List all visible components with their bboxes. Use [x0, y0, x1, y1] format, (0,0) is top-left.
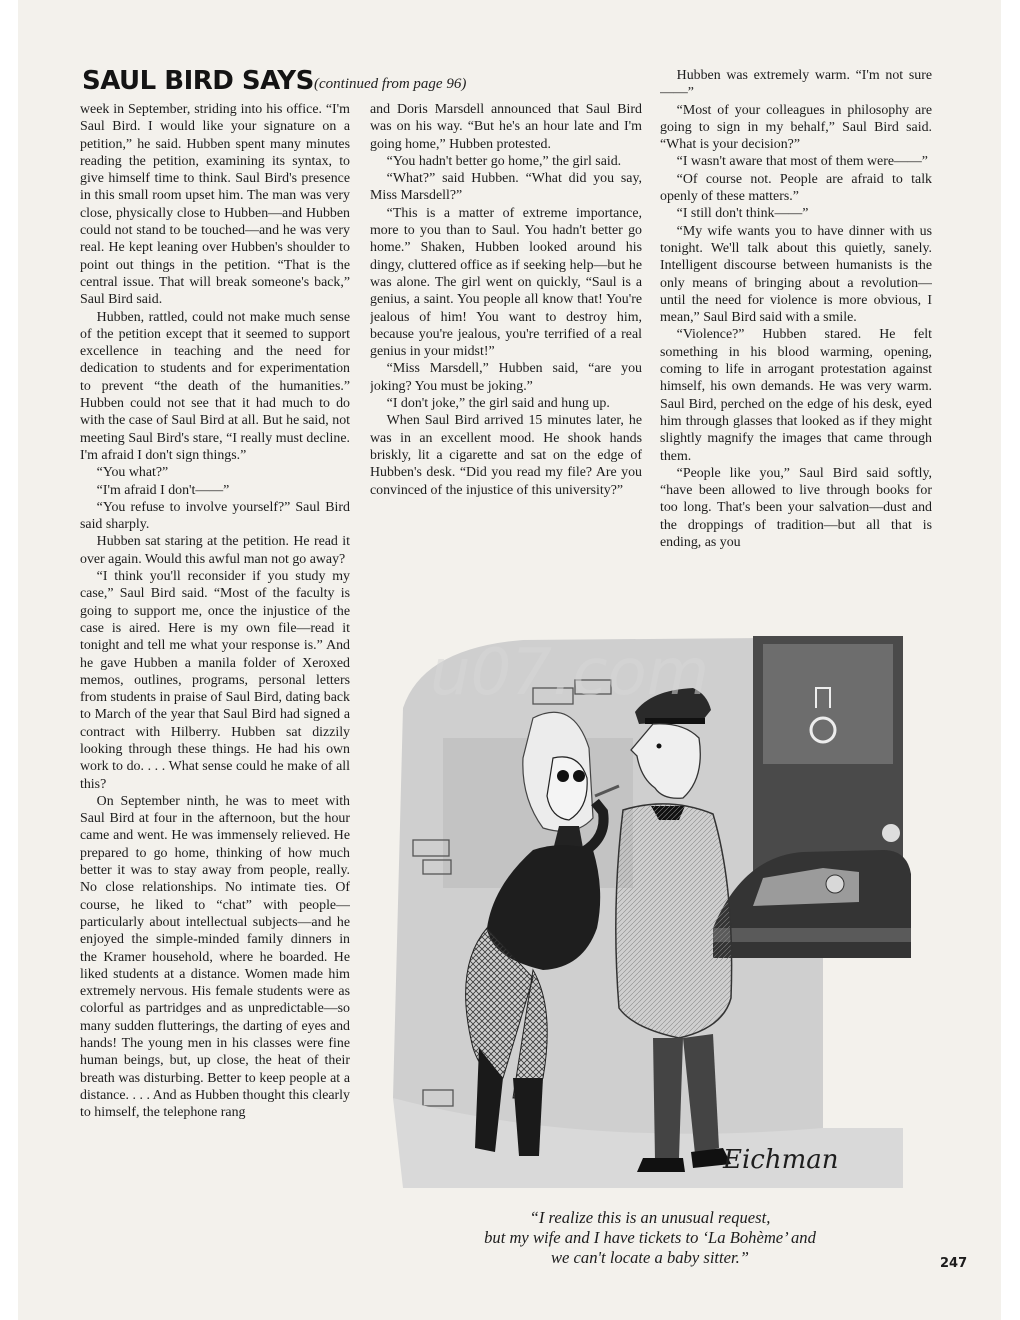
text-column-2	[370, 101, 642, 601]
paragraph: “Of course not. People are afraid to talk openly of these matters.”	[660, 171, 932, 205]
paragraph: “I think you'll reconsider if you study my case,” Saul Bird said. “Most of the faculty is going to support me, once the injustice of the case is aired. Here is my own file—read it tonight and tell me what your response is.” And he gave Hubben a manila folder of Xeroxed memos, outlines, programs, personal letters from students in praise of Saul Bird, dating back to March of the year that Saul Bird had signed a contract with Hilberry. Hubben sat dizzily looking through these things. He had his own work to do. . . . What sense could he make of all this?	[80, 569, 350, 792]
text-column-3	[660, 67, 932, 601]
cartoon-caption	[410, 1208, 890, 1268]
caption-line: but my wife and I have tickets to ‘La Bohème’ and	[484, 1228, 816, 1247]
cartoon-illustration	[383, 628, 913, 1200]
paragraph: Hubben was extremely warm. “I'm not sure——”	[660, 68, 932, 101]
continued-note: (continued from page 96)	[314, 76, 467, 92]
text-column-1	[80, 101, 350, 1271]
paragraph: “I wasn't aware that most of them were——”	[676, 154, 928, 170]
paragraph: “I still don't think——”	[676, 206, 809, 222]
paragraph: On September ninth, he was to meet with Saul Bird at four in the afternoon, but the hour came and went. He was immensely relieved. He prepared to go home, thinking of how much better it was to stay away from people, really. No close relationships. No intimate ties. Of course, he liked to “chat” with people—particularly about intellectual subjects—and he enjoyed the simple-minded family dinners in the Kramer household, where he boarded. He liked students at a distance. Women made him extremely nervous. His female students were as colorful as partridges and as unpredictable—so many sudden flutterings, the darting of eyes and hands! The young men in his classes were fine human beings, but, up close, the heat of their breath was disturbing. Better to keep people at a distance. . . . And as Hubben thought this clearly to himself, the telephone rang	[80, 793, 350, 1121]
paragraph: “People like you,” Saul Bird said softly, “have been allowed to live through books for too long. That's been your salvation—dust and the droppings of tradition—but all that is ending, as you	[660, 465, 932, 551]
paragraph: “You refuse to involve yourself?” Saul Bird said sharply.	[80, 499, 350, 533]
paragraph: “Violence?” Hubben stared. He felt something in his blood warming, opening, coming to life in arrogant protestation against himself, his own demands. He was very warm. Saul Bird, perched on the edge of his desk, eyed him through glasses that looked as if they might slightly magnify the images that came through them.	[660, 327, 932, 464]
article-headline: SAUL BIRD SAYS	[82, 66, 314, 96]
paragraph: and Doris Marsdell announced that Saul Bird was on his way. “But he's an hour late and I'm going home,” Hubben protested.	[370, 102, 642, 152]
caption-line: “I realize this is an unusual request,	[529, 1208, 771, 1227]
paragraph: “I'm afraid I don't——”	[96, 482, 230, 498]
paragraph: “What?” said Hubben. “What did you say, Miss Marsdell?”	[370, 171, 642, 204]
page-number: 247	[940, 1256, 968, 1271]
paragraph: “You what?”	[96, 465, 169, 481]
paragraph: “I don't joke,” the girl said and hung up.	[386, 396, 610, 412]
artist-signature: Eichman	[723, 1145, 839, 1175]
paragraph: “You hadn't better go home,” the girl said.	[386, 153, 622, 169]
caption-line: we can't locate a baby sitter.”	[550, 1248, 750, 1267]
paragraph: When Saul Bird arrived 15 minutes later, he was in an excellent mood. He shook hands briskly, lit a cigarette and sat on the edge of Hubben's desk. “Did you read my file? Are you convinced of the injustice of this university?”	[370, 413, 642, 498]
paragraph: “This is a matter of extreme importance, more to you than to Saul. You hadn't better go home.” Shaken, Hubben looked around his dingy, cluttered office as if seeking help—but he was alone. The girl went on quickly, “Saul is a genius, a saint. You people all know that! You're jealous of him! You want to destroy him, because you're jealous, you're terrified of a real genius in your midst!”	[370, 205, 642, 360]
paragraph: “My wife wants you to have dinner with us tonight. We'll talk about this quietly, sanely. Intelligent discourse between humanists is the only means of bringing about a revolution—until the need for violence is more obvious, I mean,” Saul Bird said with a smile.	[660, 223, 932, 326]
watermark-text: u07.com	[430, 636, 710, 710]
paragraph: “Miss Marsdell,” Hubben said, “are you joking? You must be joking.”	[370, 361, 642, 394]
paragraph: week in September, striding into his office. “I'm Saul Bird. I would like your signature on a petition,” he said. Hubben spent many minutes reading the petition, examining its syntax, to give himself time to think. Saul Bird's presence in this small room upset him. The man was very close, physically close to Hubben—and Hubben could not stand to be touched—and he was very real. He kept leaning over Hubben's shoulder to point out things in the petition. “That is the central issue. That will break someone's back,” Saul Bird said.	[80, 102, 350, 308]
paragraph: Hubben sat staring at the petition. He read it over again. Would this awful man not go away?	[80, 534, 350, 567]
paragraph: “Most of your colleagues in philosophy are going to sign in my behalf,” Saul Bird said. “What is your decision?”	[660, 102, 932, 153]
paragraph: Hubben, rattled, could not make much sense of the petition except that it seemed to support excellence in teaching and the need for dedication to students and for experimentation to prevent “the death of the humanities.” Hubben could not see that it had much to do with the case of Saul Bird at all. But he said, not meeting Saul Bird's stare, “I really must decline. I'm afraid I don't sign things.”	[80, 309, 350, 463]
